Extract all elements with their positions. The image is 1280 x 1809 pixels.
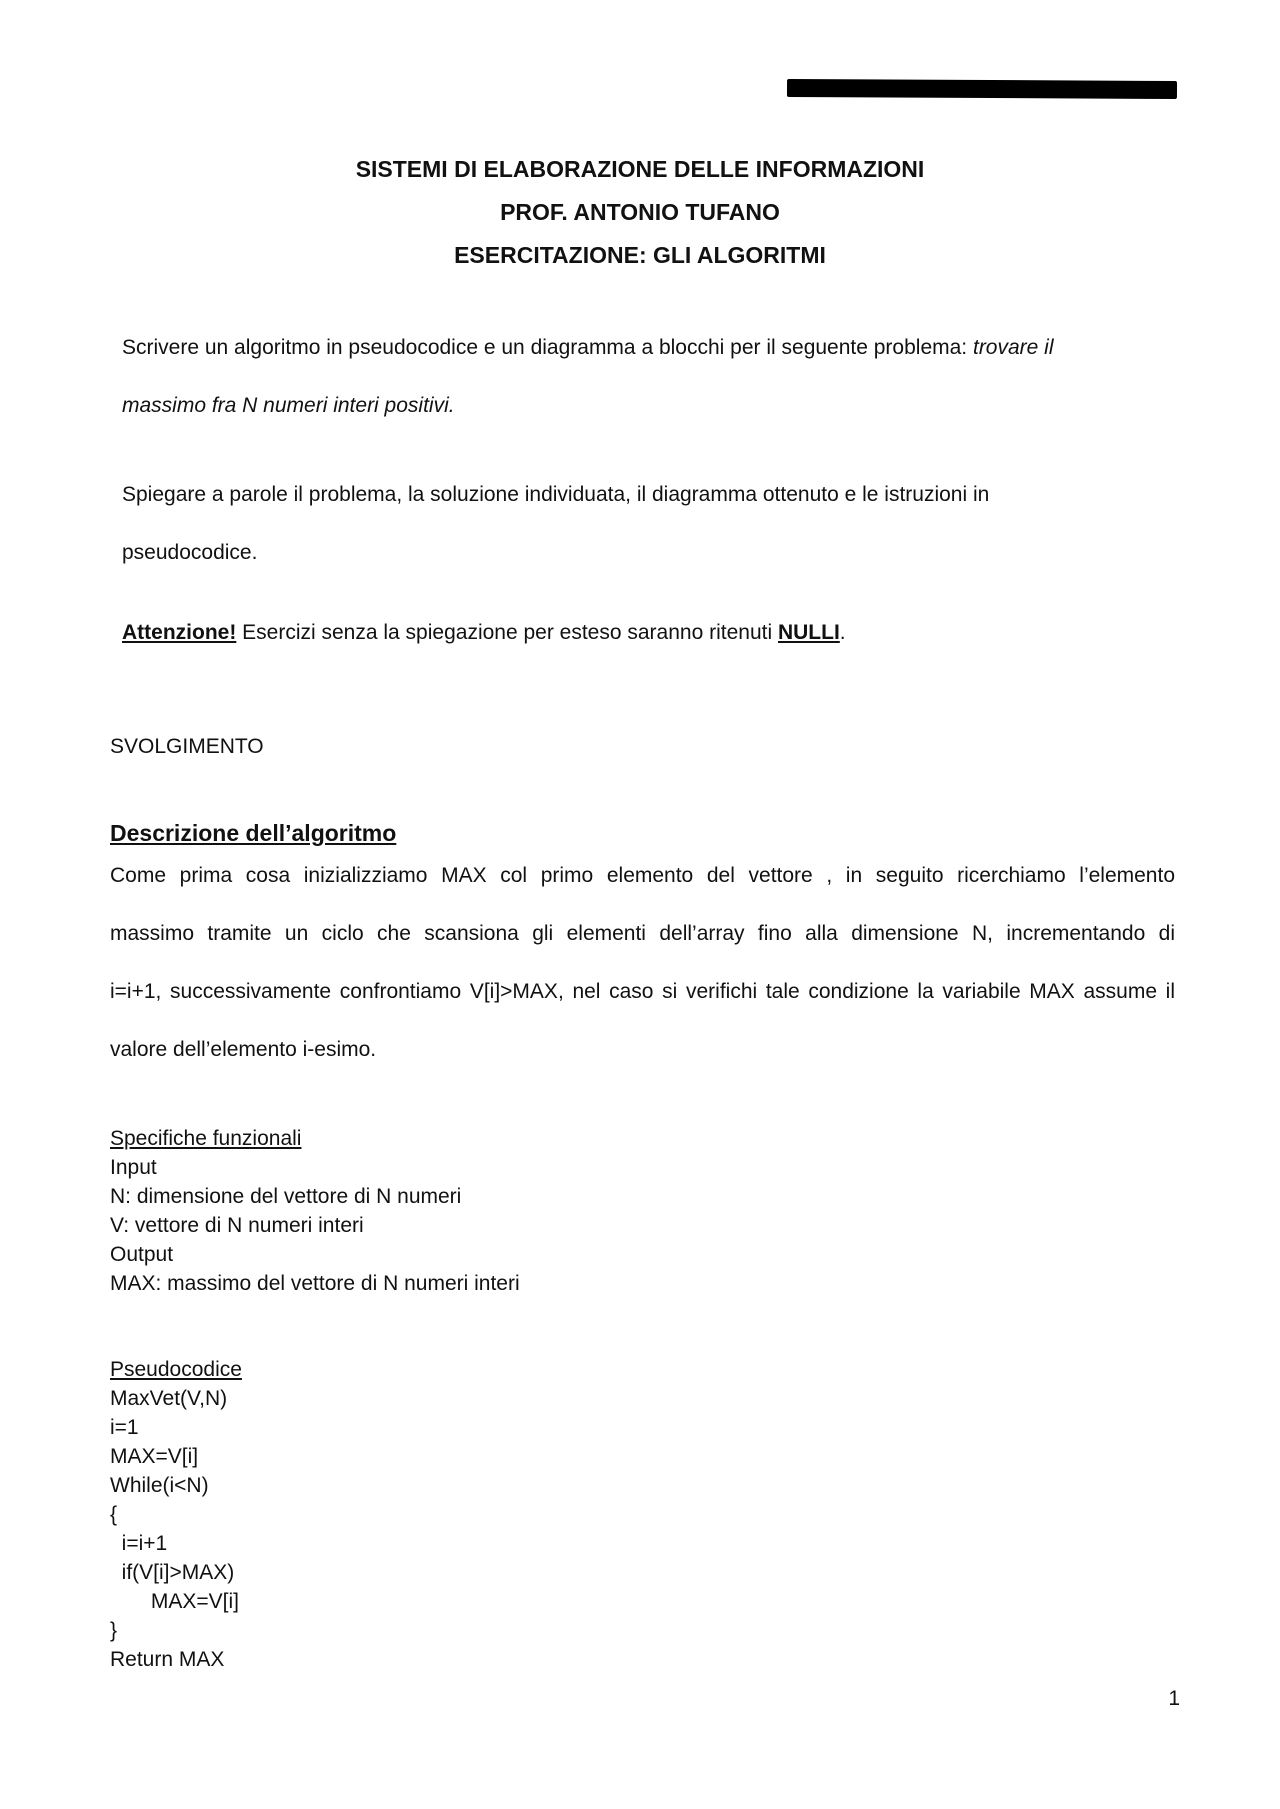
description-heading: Descrizione dell’algoritmo — [110, 820, 397, 846]
explain-line-1: Spiegare a parole il problema, la soluzione individuata, il diagramma ottenuto e le istruzioni in — [122, 483, 990, 506]
specs-output-label: Output — [110, 1243, 174, 1266]
pseudocode-line: i=1 — [110, 1416, 139, 1439]
pseudocode-heading: Pseudocodice — [110, 1358, 242, 1381]
warning-line — [122, 619, 846, 647]
assignment-line-1 — [122, 334, 1054, 362]
specs-input-v: V: vettore di N numeri interi — [110, 1214, 364, 1237]
pseudocode-line: } — [110, 1619, 118, 1642]
exercise-title: ESERCITAZIONE: GLI ALGORITMI — [454, 242, 826, 268]
pseudocode-block — [110, 1355, 242, 1674]
pseudocode-line: MAX=V[i] — [110, 1590, 239, 1613]
specs-heading: Specifiche funzionali — [110, 1127, 302, 1150]
warning-text: Esercizi senza la spiegazione per esteso saranno ritenuti — [236, 621, 778, 644]
explain-line-2: pseudocodice. — [122, 541, 258, 564]
description-line: Come prima cosa inizializziamo MAX col primo elemento del vettore , in seguito ricerchiamo l’elemento — [110, 864, 1175, 887]
pseudocode-line: i=i+1 — [110, 1532, 168, 1555]
description-line: i=i+1, successivamente confrontiamo V[i]>MAX, nel caso si verifichi tale condizione la variabile MAX assume il — [110, 980, 1175, 1003]
pseudocode-line: Return MAX — [110, 1648, 225, 1671]
document-header — [0, 148, 1280, 277]
pseudocode-line: MaxVet(V,N) — [110, 1387, 228, 1410]
warning-label: Attenzione! — [122, 621, 237, 644]
assignment-text: Scrivere un algoritmo in pseudocodice e un diagramma a blocchi per il seguente problema: — [122, 336, 973, 359]
course-title: SISTEMI DI ELABORAZIONE DELLE INFORMAZIONI — [355, 156, 925, 182]
pseudocode-line: if(V[i]>MAX) — [110, 1561, 235, 1584]
pseudocode-line: { — [110, 1503, 118, 1526]
professor-name: PROF. ANTONIO TUFANO — [500, 199, 780, 225]
pseudocode-line: MAX=V[i] — [110, 1445, 199, 1468]
specs-input-n: N: dimensione del vettore di N numeri — [110, 1185, 462, 1208]
description-line: valore dell’elemento i-esimo. — [110, 1038, 377, 1061]
warning-end: . — [839, 621, 846, 644]
functional-specs — [110, 1124, 520, 1298]
pseudocode-line: While(i<N) — [110, 1474, 209, 1497]
assignment-line-2 — [122, 392, 455, 420]
warning-strong: NULLI — [777, 621, 840, 644]
page-number: 1 — [1168, 1687, 1180, 1710]
description-line: massimo tramite un ciclo che scansiona gli elementi dell’array fino alla dimensione N, incrementando di — [110, 922, 1175, 945]
specs-input-label: Input — [110, 1156, 157, 1179]
specs-output-max: MAX: massimo del vettore di N numeri interi — [110, 1272, 520, 1295]
assignment-problem-part1: trovare il — [972, 336, 1054, 359]
redaction-bar — [787, 79, 1177, 99]
assignment-problem-part2: massimo fra N numeri interi positivi. — [122, 394, 455, 417]
solution-title: SVOLGIMENTO — [110, 735, 264, 758]
